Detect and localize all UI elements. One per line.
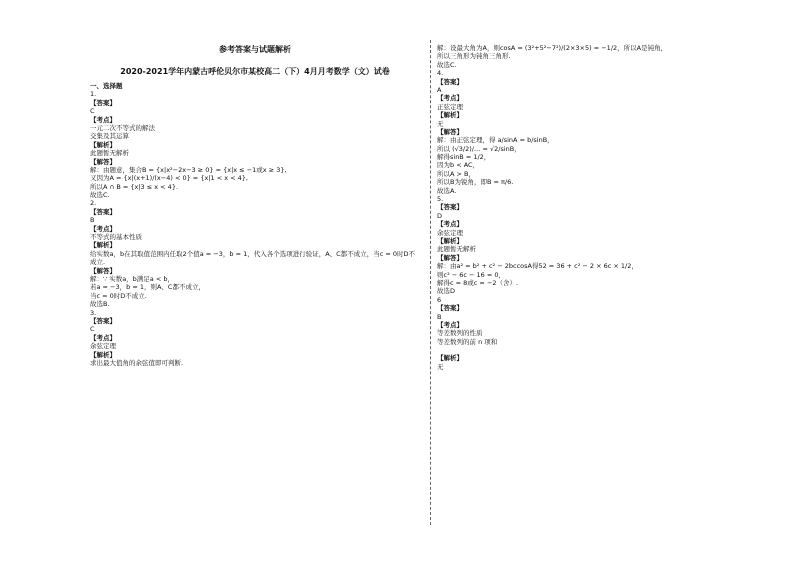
text-line: 1.: [90, 90, 97, 99]
section-heading: 【答案】: [437, 203, 463, 212]
text-line: 正弦定理: [437, 102, 463, 111]
column-divider: [430, 40, 432, 525]
text-line: 解：由题意，集合B = {x|x²−2x−3 ≥ 0} = {x|x ≤ −1或x ≥ 3},: [90, 165, 287, 174]
section-heading: 【考点】: [90, 224, 116, 233]
section-heading: 【考点】: [90, 115, 116, 124]
text-line: A: [437, 85, 442, 94]
text-line: 则c² − 6c − 16 = 0，: [437, 270, 506, 279]
page-subtitle: 2020-2021学年内蒙古呼伦贝尔市某校高二（下）4月月考数学（文）试卷: [120, 67, 390, 76]
text-line: 因为b < AC，: [437, 161, 480, 170]
section-heading: 【考点】: [90, 333, 116, 342]
text-line: 此题暂无解析: [437, 245, 476, 254]
section-heading: 【解析】: [90, 241, 116, 250]
text-line: 所以A ∩ B = {x|3 ≤ x < 4}.: [90, 182, 179, 191]
section-heading: 【解析】: [90, 350, 116, 359]
section-heading: 【解答】: [90, 266, 116, 275]
text-line: 又因为A = {x|(x+1)/(x−4) < 0} = {x|1 < x < 4},: [90, 174, 248, 183]
page-title: 参考答案与试题解析: [219, 45, 291, 54]
text-line: 当c = 0时D不成立.: [90, 291, 147, 300]
section-heading: 【解析】: [437, 111, 463, 120]
text-line: 解：设最大角为A，则cosA = (3²+5²−7²)/(2×3×5) = −1/2，所以A是钝角，: [437, 44, 668, 52]
text-line: C: [90, 325, 95, 334]
text-line: 故选B.: [90, 300, 110, 309]
text-line: 等差数列的前 n 项和: [437, 337, 498, 346]
text-line: 解得sinB = 1/2，: [437, 153, 491, 162]
text-line: 故选C.: [90, 191, 110, 200]
text-line: 所以 (√3/2)/… = √2/sinB，: [437, 144, 521, 153]
section-heading: 【答案】: [90, 98, 116, 107]
text-line: 不等式的基本性质: [90, 233, 142, 242]
text-line: 等差数列的性质: [437, 329, 483, 338]
text-line: 解：由正弦定理，得 a/sinA = b/sinB，: [437, 136, 554, 145]
text-line: 2.: [90, 199, 97, 208]
section-heading: 【答案】: [437, 304, 463, 313]
section-heading: 【解析】: [437, 236, 463, 245]
text-line: B: [437, 312, 442, 321]
section-heading: 【解析】: [90, 140, 116, 149]
section-heading: 【考点】: [437, 220, 463, 229]
section-heading: 【解答】: [437, 253, 463, 262]
section-heading: 【考点】: [437, 94, 463, 103]
text-line: [437, 346, 737, 354]
right-column: [437, 44, 737, 371]
text-line: 3.: [90, 308, 97, 317]
text-line: 一元二次不等式的解法: [90, 123, 155, 132]
section-heading: 【解析】: [437, 354, 463, 363]
left-column: [90, 82, 420, 367]
text-line: 若a = −3，b = 1，则A、C都不成立，: [90, 283, 205, 292]
section-heading: 【答案】: [90, 207, 116, 216]
text-line: 5.: [437, 195, 444, 204]
text-line: 所以A > B，: [437, 169, 475, 178]
text-line: 解得c = 8或c = −2（舍）.: [437, 278, 519, 287]
text-line: 故选C.: [437, 60, 457, 69]
text-line: 交集及其运算: [90, 132, 129, 141]
text-line: 解：由a² = b² + c² − 2bccosA得52 = 36 + c² − 2 × 6c × 1/2，: [437, 262, 638, 271]
text-line: 故选A.: [437, 186, 457, 195]
section-heading: 【答案】: [90, 316, 116, 325]
section-heading: 【考点】: [437, 320, 463, 329]
text-line: 此题暂无解析: [90, 149, 129, 158]
text-line: C: [90, 107, 95, 116]
text-line: D: [437, 211, 443, 220]
text-line: 无: [437, 119, 444, 128]
text-line: 所以三角形为钝角三角形.: [437, 52, 511, 61]
text-line: 给实数a，b在其取值范围内任取2个值a = −3，b = 1，代入各个选项进行验证，A、C都不成立，当c = 0时D不: [90, 249, 416, 258]
text-line: 故选D: [437, 287, 456, 296]
text-line: 无: [437, 362, 444, 371]
section-heading: 【答案】: [437, 77, 463, 86]
text-line: 余弦定理: [437, 228, 463, 237]
section-heading: 【解答】: [437, 127, 463, 136]
text-line: 一、选择题: [90, 82, 123, 90]
text-line: 所以B为锐角，即B = π/6.: [437, 178, 514, 187]
text-line: 4.: [437, 69, 444, 78]
text-line: 解：∵ 实数a，b满足a < b，: [90, 274, 174, 283]
text-line: 成立.: [90, 258, 106, 267]
text-line: 余弦定理: [90, 342, 116, 351]
text-line: 求出最大值角的余弦值即可判断.: [90, 358, 184, 367]
section-heading: 【解答】: [90, 157, 116, 166]
text-line: B: [90, 216, 95, 225]
text-line: 6: [437, 295, 442, 304]
